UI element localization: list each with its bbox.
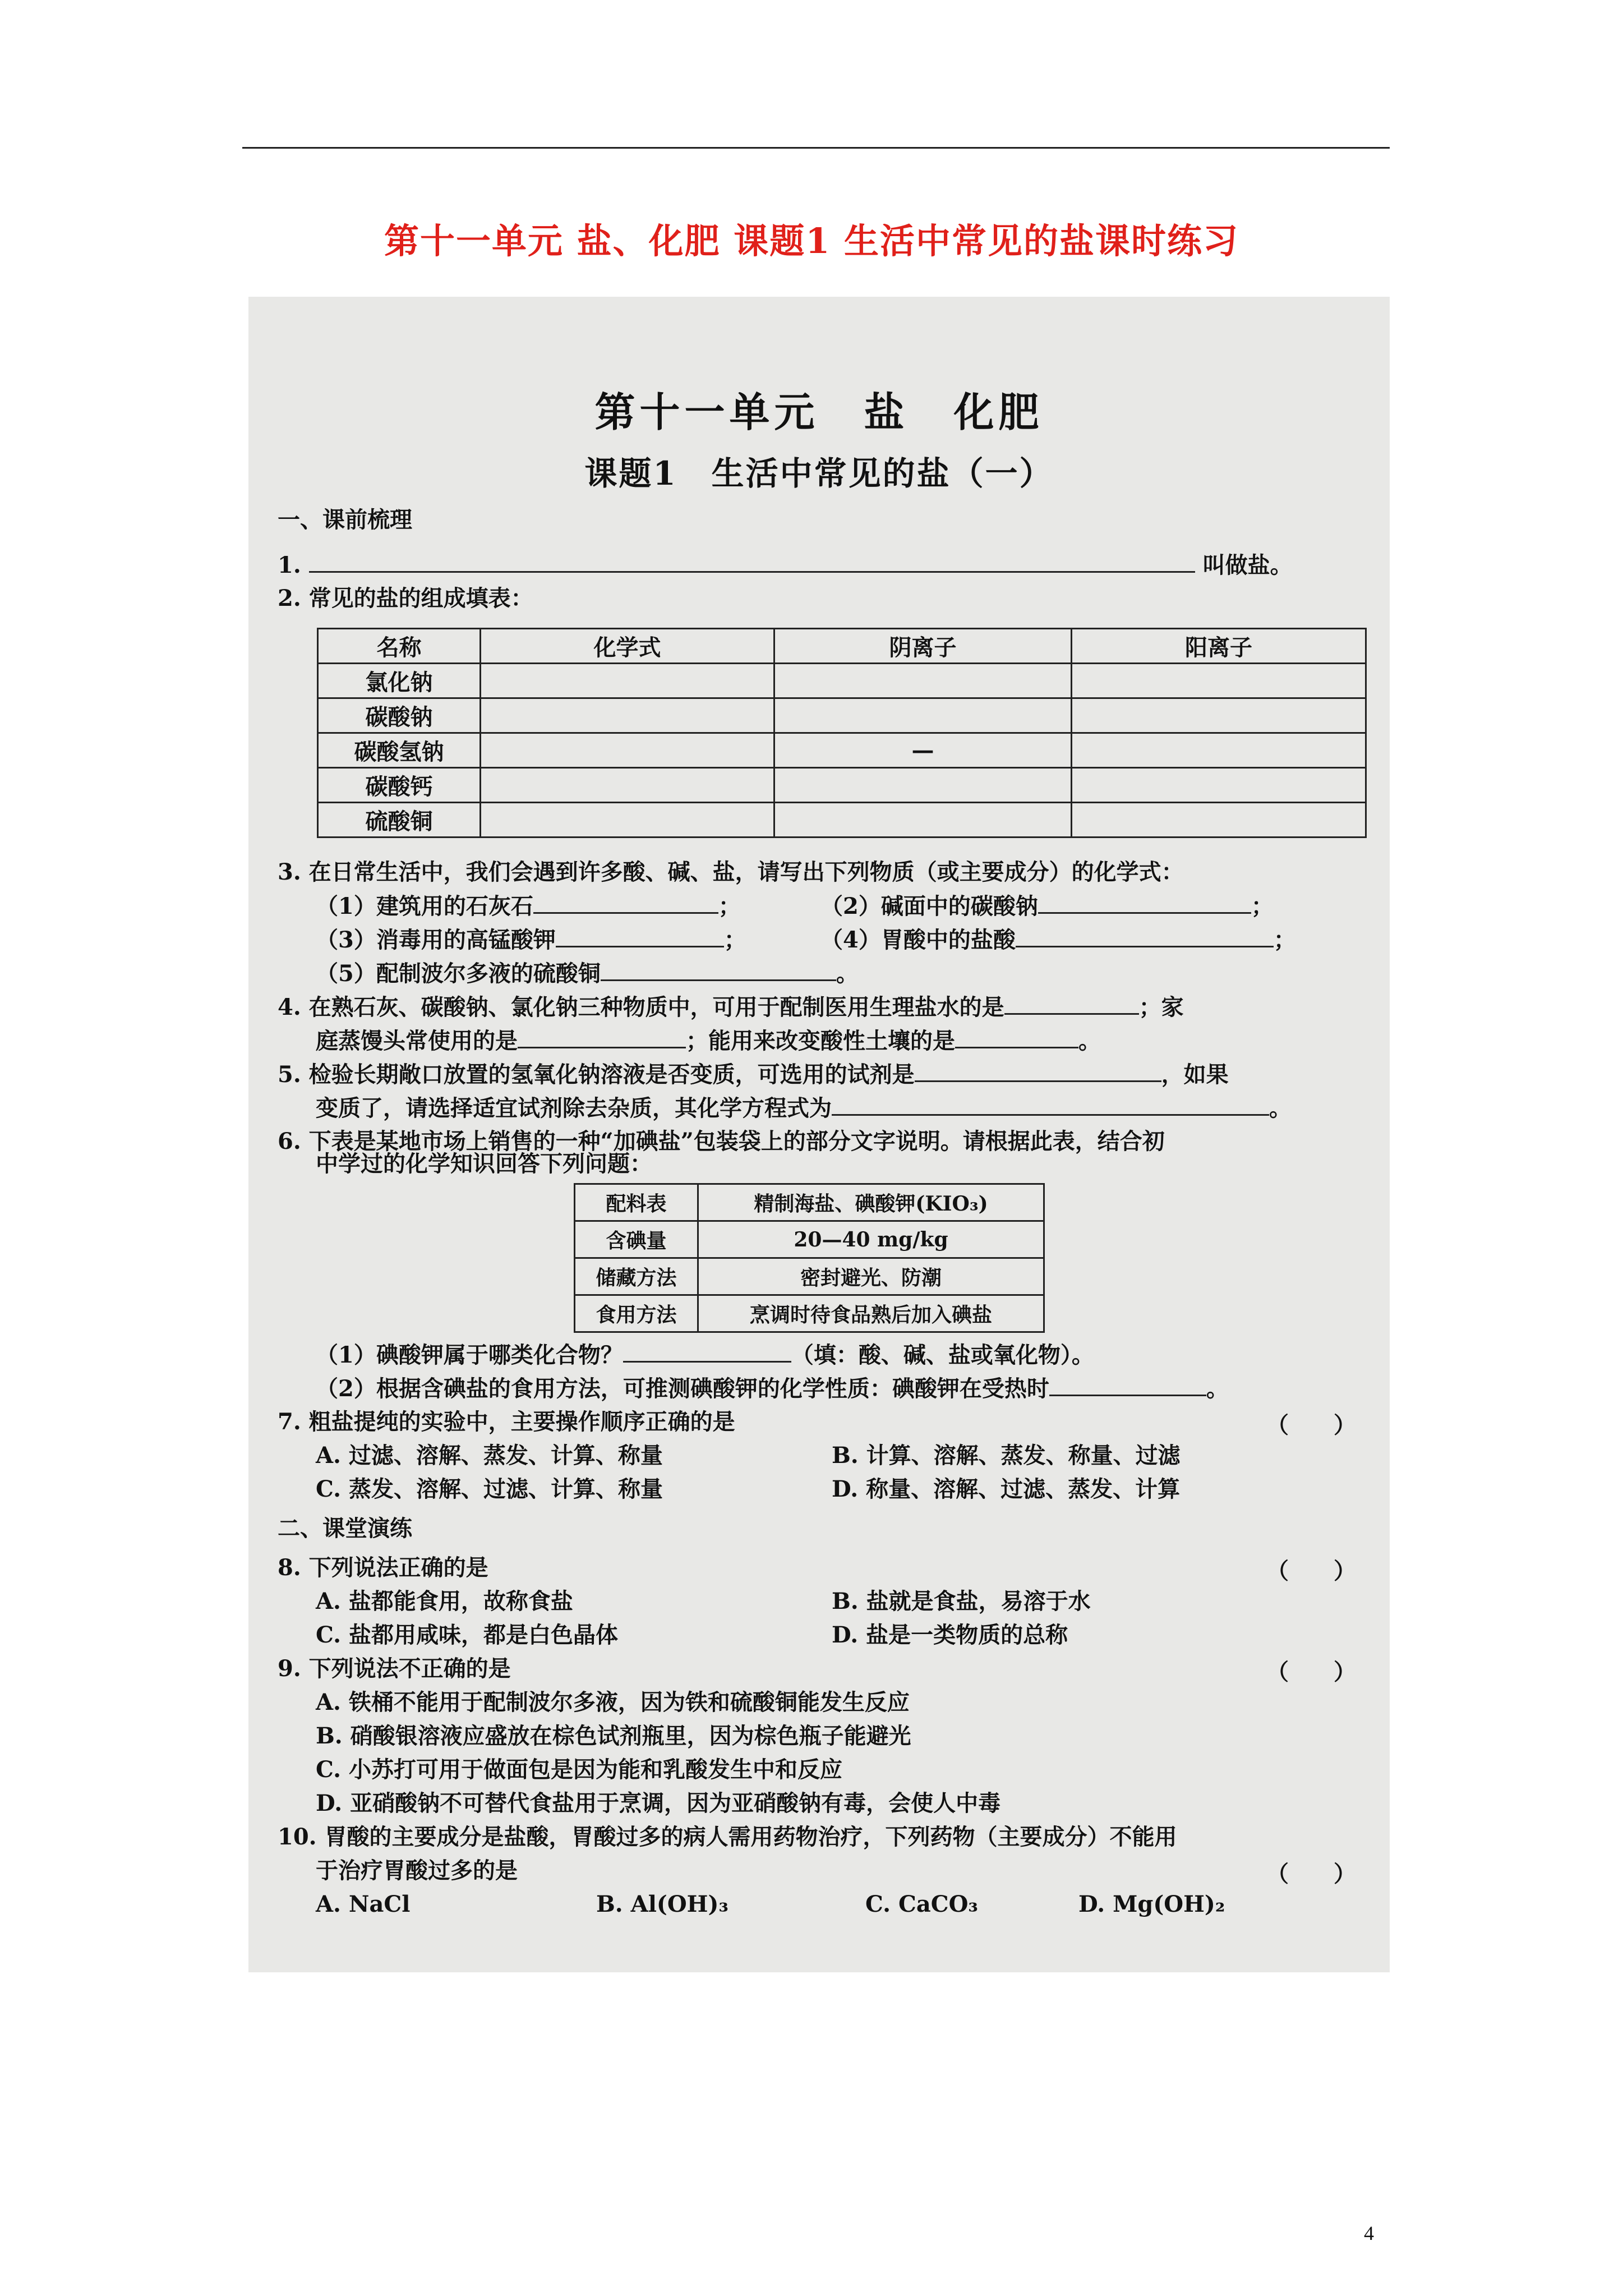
option-c: C. 盐都用咸味，都是白色晶体 — [316, 1622, 618, 1648]
column-header: 阴离子 — [774, 629, 1072, 664]
table-row — [318, 664, 1366, 698]
page-number: 4 — [1364, 2222, 1374, 2244]
answer-bracket[interactable]: （ ） — [1266, 1412, 1356, 1438]
question-10-cont: 于治疗胃酸过多的是 — [316, 1857, 518, 1884]
question-3-part-1: （1）建筑用的石灰石 ； — [316, 891, 741, 921]
answer-blank[interactable] — [1049, 1374, 1206, 1396]
option-d: D. Mg(OH)₂ — [1078, 1891, 1225, 1917]
answer-blank[interactable] — [623, 1340, 791, 1363]
answer-blank[interactable] — [1016, 925, 1274, 947]
table-row — [318, 768, 1366, 803]
option-d: D. 盐是一类物质的总称 — [832, 1622, 1068, 1648]
option-d: D. 亚硝酸钠不可替代食盐用于烹调，因为亚硝酸钠有毒，会使人中毒 — [316, 1790, 1001, 1816]
option-c: C. 小苏打可用于做面包是因为能和乳酸发生中和反应 — [316, 1756, 842, 1783]
answer-bracket[interactable]: （ ） — [1266, 1558, 1356, 1584]
anion-cell[interactable] — [774, 803, 1072, 838]
cation-cell[interactable] — [1072, 698, 1366, 733]
formula-cell[interactable] — [481, 803, 774, 838]
cation-cell[interactable] — [1072, 768, 1366, 803]
question-7: 7. 粗盐提纯的实验中，主要操作顺序正确的是 — [278, 1409, 735, 1435]
question-3-part-5: （5）配制波尔多液的硫酸铜 。 — [316, 959, 859, 988]
option-c: C. CaCO₃ — [865, 1891, 978, 1917]
question-6-part-2: （2）根据含碘盐的食用方法，可推测碘酸钾的化学性质：碘酸钾在受热时 。 — [316, 1374, 1229, 1404]
answer-blank[interactable] — [518, 1026, 686, 1048]
option-b: B. 计算、溶解、蒸发、称量、过滤 — [832, 1442, 1181, 1469]
salt-name: 氯化钠 — [318, 664, 481, 698]
q1-number: 1. — [278, 552, 301, 578]
anion-cell[interactable] — [774, 768, 1072, 803]
anion-cell[interactable] — [774, 664, 1072, 698]
option-a: A. 过滤、溶解、蒸发、计算、称量 — [316, 1442, 663, 1469]
table-row — [318, 733, 1366, 768]
answer-blank[interactable] — [832, 1093, 1269, 1116]
answer-blank[interactable] — [1038, 891, 1251, 914]
header-rule — [242, 147, 1390, 149]
table-header-row — [318, 629, 1366, 664]
question-6-cont: 中学过的化学知识回答下列问题： — [316, 1151, 652, 1177]
answer-blank[interactable] — [915, 1060, 1161, 1082]
answer-blank[interactable] — [309, 550, 1195, 573]
column-header: 化学式 — [481, 629, 774, 664]
table-row: 食用方法 烹调时待食品熟后加入碘盐 — [575, 1295, 1044, 1332]
option-a: A. 铁桶不能用于配制波尔多液，因为铁和硫酸铜能发生反应 — [316, 1689, 910, 1715]
answer-blank[interactable] — [556, 925, 724, 947]
question-6-part-1: （1）碘酸钾属于哪类化合物？ （填：酸、碱、盐或氧化物）。 — [316, 1340, 1094, 1370]
question-2: 2. 常见的盐的组成填表： — [278, 585, 533, 611]
salt-composition-table — [317, 628, 1367, 838]
unit-title: 第十一单元 盐 化肥 — [594, 388, 1044, 436]
question-4-cont: 庭蒸馒头常使用的是 ；能用来改变酸性土壤的是 。 — [316, 1026, 1101, 1056]
salt-name: 碳酸氢钠 — [318, 733, 481, 768]
answer-bracket[interactable]: （ ） — [1266, 1861, 1356, 1887]
option-d: D. 称量、溶解、过滤、蒸发、计算 — [832, 1476, 1181, 1502]
table-row: 含碘量 20—40 mg/kg — [575, 1221, 1044, 1258]
question-3-part-4: （4）胃酸中的盐酸 ； — [820, 925, 1296, 955]
cation-cell[interactable] — [1072, 664, 1366, 698]
lesson-title: 课题1 生活中常见的盐（一） — [584, 454, 1054, 493]
question-3-part-3: （3）消毒用的高锰酸钾 ； — [316, 925, 746, 955]
option-b: B. 盐就是食盐，易溶于水 — [832, 1588, 1091, 1614]
question-4: 4. 在熟石灰、碳酸钠、氯化钠三种物质中，可用于配制医用生理盐水的是 ；家 — [278, 992, 1184, 1022]
formula-cell[interactable] — [481, 698, 774, 733]
answer-blank[interactable] — [601, 959, 836, 981]
answer-blank[interactable] — [1004, 992, 1139, 1015]
question-10: 10. 胃酸的主要成分是盐酸，胃酸过多的病人需用药物治疗，下列药物（主要成分）不能用 — [278, 1824, 1177, 1850]
q1-tail: 叫做盐。 — [1202, 552, 1293, 578]
answer-blank[interactable] — [533, 891, 718, 914]
table-row: 储藏方法 密封避光、防潮 — [575, 1258, 1044, 1295]
formula-cell[interactable] — [481, 733, 774, 768]
salt-name: 碳酸钠 — [318, 698, 481, 733]
question-3-part-2: （2）碱面中的碳酸钠 ； — [820, 891, 1274, 921]
section-heading-2: 二、课堂演练 — [278, 1515, 412, 1542]
scanned-worksheet — [248, 297, 1390, 1972]
section-heading-1: 一、课前梳理 — [278, 507, 412, 533]
column-header: 阳离子 — [1072, 629, 1366, 664]
anion-cell[interactable]: — — [774, 733, 1072, 768]
answer-bracket[interactable]: （ ） — [1266, 1659, 1356, 1685]
option-b: B. Al(OH)₃ — [596, 1891, 728, 1917]
option-a: A. NaCl — [316, 1891, 411, 1917]
question-6: 6. 下表是某地市场上销售的一种“加碘盐”包装袋上的部分文字说明。请根据此表，结合初 — [278, 1128, 1165, 1154]
salt-name: 硫酸铜 — [318, 803, 481, 838]
option-a: A. 盐都能食用，故称食盐 — [316, 1588, 573, 1614]
cation-cell[interactable] — [1072, 803, 1366, 838]
option-c: C. 蒸发、溶解、过滤、计算、称量 — [316, 1476, 663, 1502]
question-5: 5. 检验长期敞口放置的氢氧化钠溶液是否变质，可选用的试剂是 ，如果 — [278, 1060, 1229, 1089]
page-title: 第十一单元 盐、化肥 课题1 生活中常见的盐课时练习 — [384, 220, 1239, 261]
table-row — [318, 803, 1366, 838]
question-8: 8. 下列说法正确的是 — [278, 1554, 488, 1581]
formula-cell[interactable] — [481, 664, 774, 698]
question-9: 9. 下列说法不正确的是 — [278, 1655, 511, 1682]
option-b: B. 硝酸银溶液应盛放在棕色试剂瓶里，因为棕色瓶子能避光 — [316, 1723, 911, 1749]
table-row — [318, 698, 1366, 733]
column-header: 名称 — [318, 629, 481, 664]
iodized-salt-label-table — [574, 1183, 1045, 1333]
answer-blank[interactable] — [955, 1026, 1078, 1048]
formula-cell[interactable] — [481, 768, 774, 803]
question-5-cont: 变质了，请选择适宜试剂除去杂质，其化学方程式为 。 — [316, 1093, 1292, 1123]
table-row: 配料表 精制海盐、碘酸钾(KIO₃) — [575, 1184, 1044, 1221]
anion-cell[interactable] — [774, 698, 1072, 733]
question-3: 3. 在日常生活中，我们会遇到许多酸、碱、盐，请写出下列物质（或主要成分）的化学式： — [278, 859, 1184, 885]
cation-cell[interactable] — [1072, 733, 1366, 768]
question-1 — [278, 550, 1293, 580]
salt-name: 碳酸钙 — [318, 768, 481, 803]
